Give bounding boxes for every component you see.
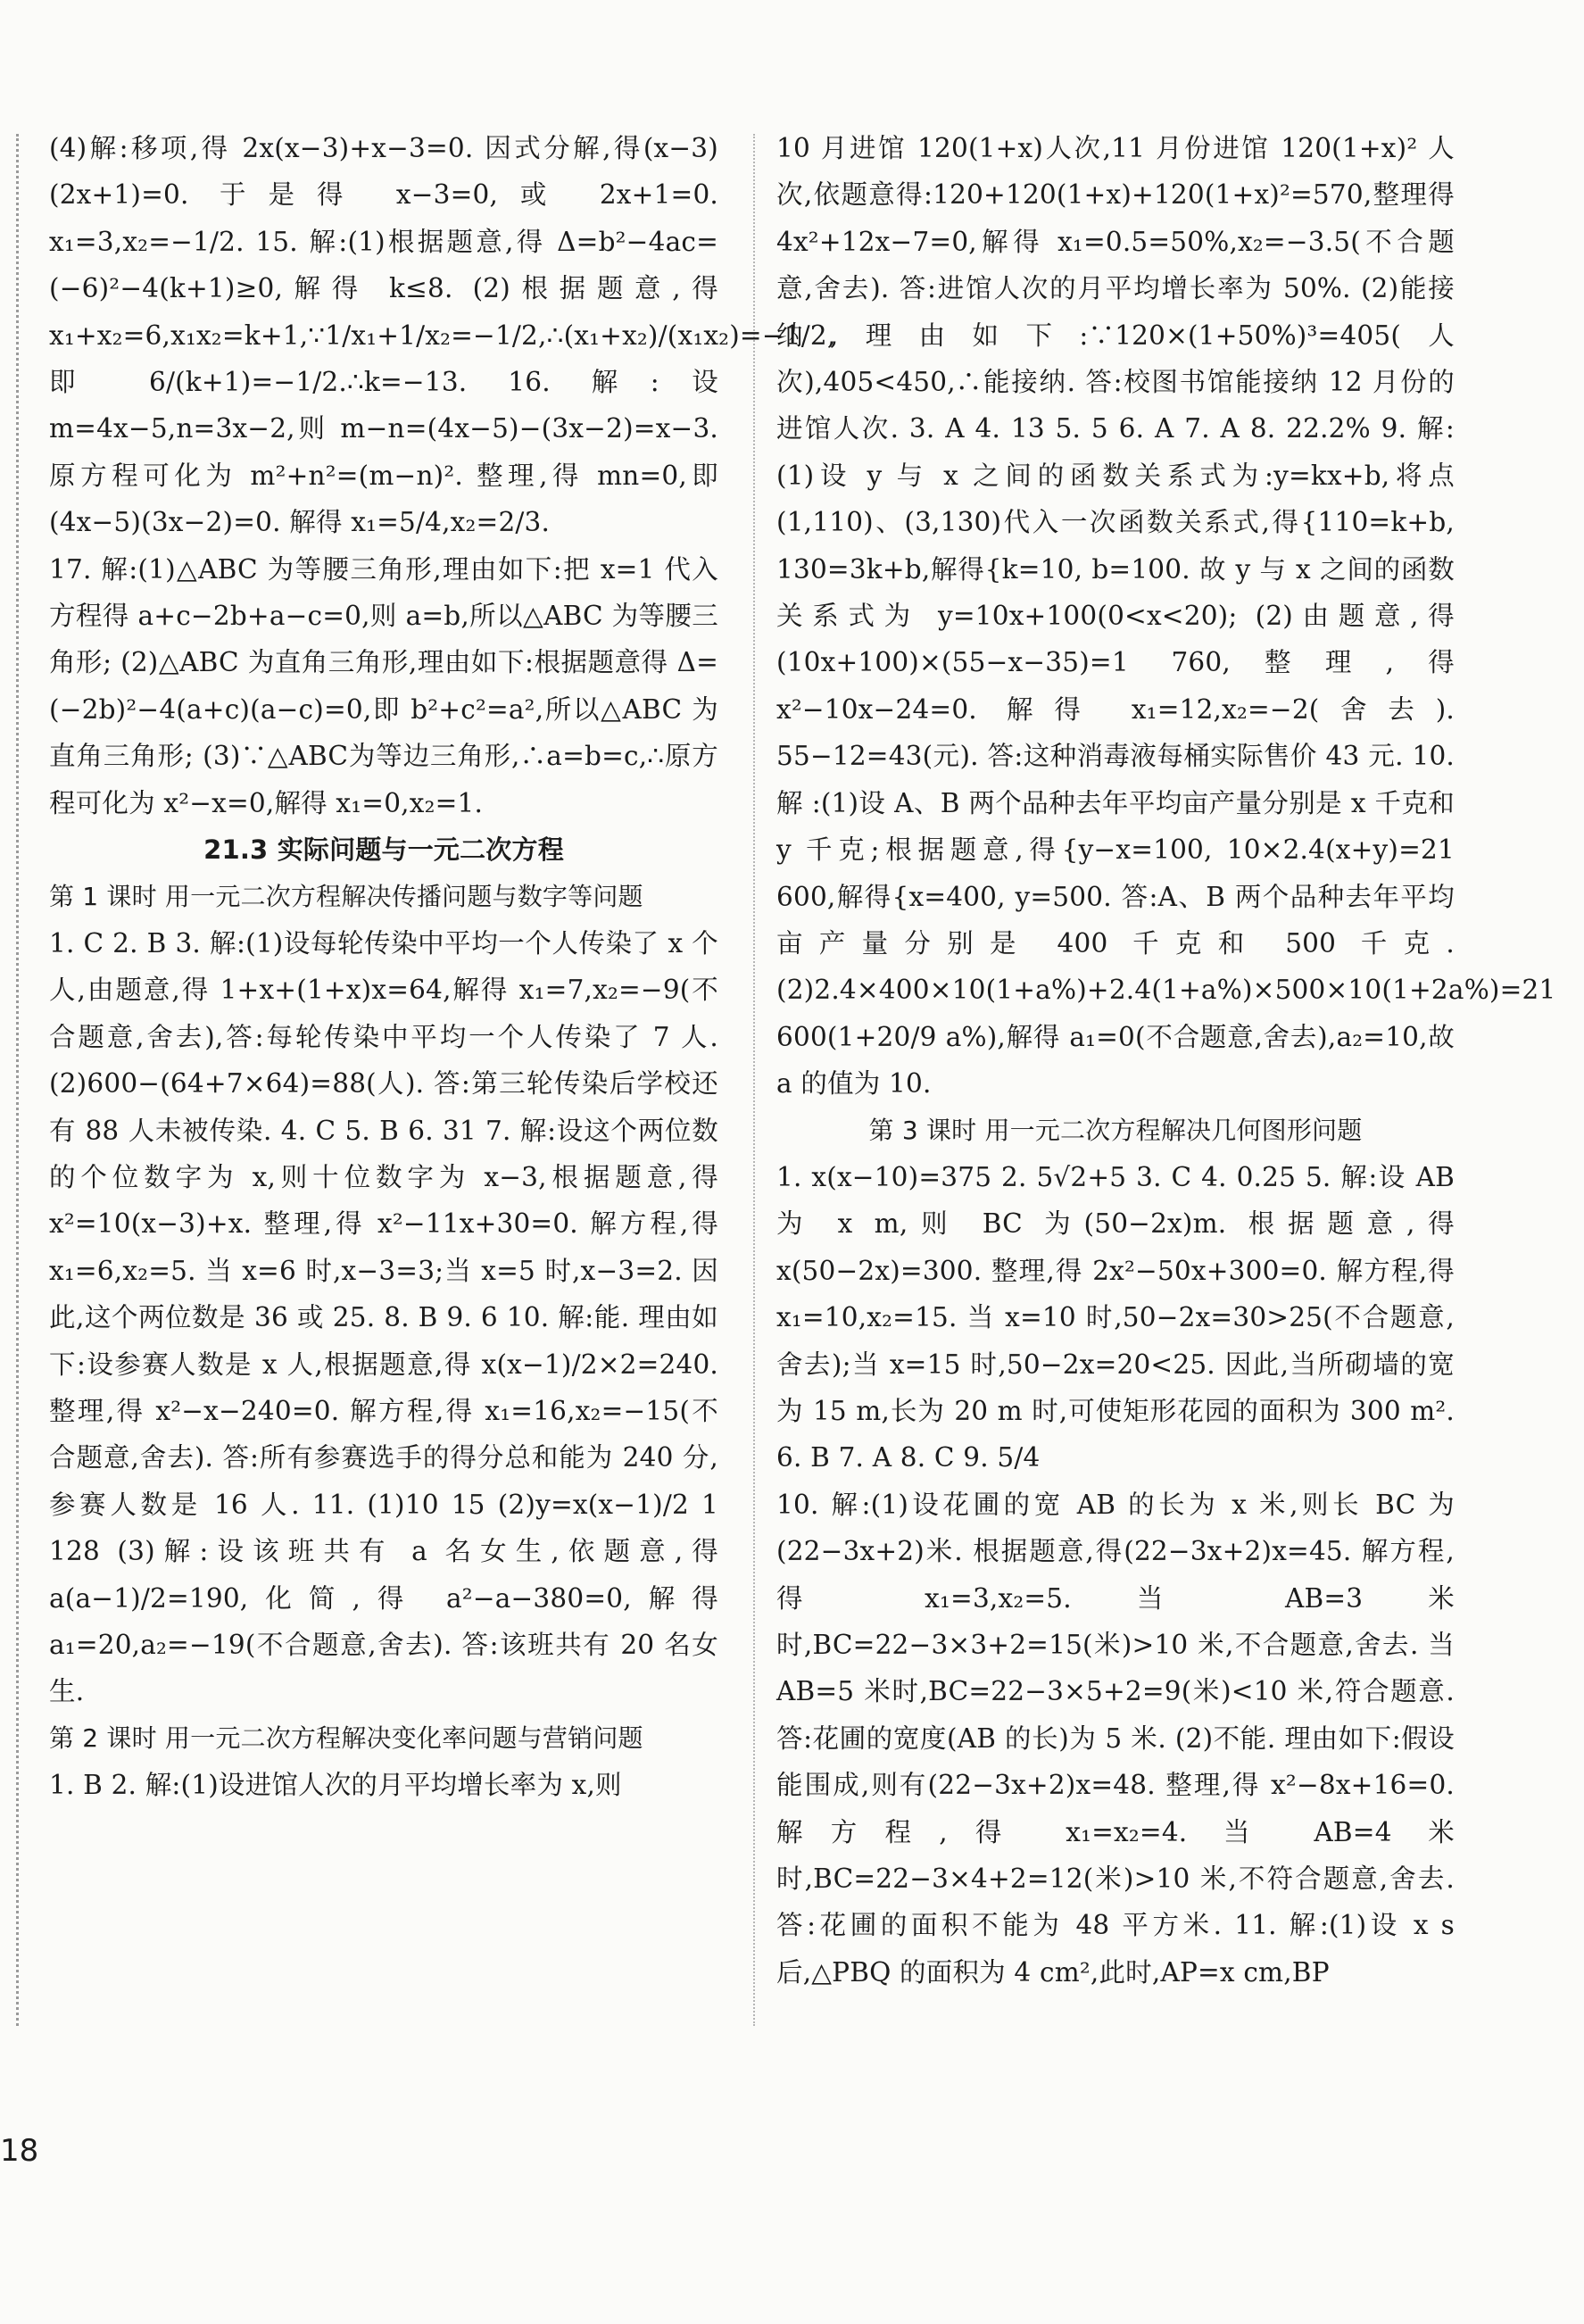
- column-divider: [753, 134, 755, 2026]
- lesson-2-title: 第 2 课时 用一元二次方程解决变化率问题与营销问题: [49, 1722, 643, 1753]
- answer-paragraph-17: 17. 解:(1)△ABC 为等腰三角形,理由如下:把 x=1 代入方程得 a+c−2b+a−c=0,则 a=b,所以△ABC 为等腰三角形; (2)△ABC 为直角三角形,理由如下:根据题意得 Δ=(−2b)²−4(a+c)(a−c)=0,即 b²+c²=a²,所以△ABC 为直角三角形; (3)∵△ABC为等边三角形,∴a=b=c,∴原方程可化为 x²−x=0,解得 x₁=0,x₂=1.: [49, 553, 718, 818]
- answer-paragraph-14-16: (4)解:移项,得 2x(x−3)+x−3=0. 因式分解,得(x−3)(2x+1)=0. 于是得 x−3=0,或 2x+1=0. x₁=3,x₂=−1/2. 15. 解:(1)根据题意,得 Δ=b²−4ac=(−6)²−4(k+1)≥0,解得 k≤8. (2)根据题意,得 x₁+x₂=6,x₁x₂=k+1,∵1/x₁+1/x₂=−1/2,∴(x₁+x₂)/(x₁x₂)=−1/2,即 6/(k+1)=−1/2.∴k=−13. 16. 解:设 m=4x−5,n=3x−2,则 m−n=(4x−5)−(3x−2)=x−3. 原方程可化为 m²+n²=(m−n)². 整理,得 mn=0,即(4x−5)(3x−2)=0. 解得 x₁=5/4,x₂=2/3.: [49, 133, 836, 538]
- lesson-2-answers-start: 1. B 2. 解:(1)设进馆人次的月平均增长率为 x,则: [49, 1770, 622, 1801]
- right-column: [776, 125, 1556, 1996]
- lesson-2-answers-continued: 10 月进馆 120(1+x)人次,11 月份进馆 120(1+x)² 人次,依题意得:120+120(1+x)+120(1+x)²=570,整理得 4x²+12x−7=0,解得 x₁=0.5=50%,x₂=−3.5(不合题意,舍去). 答:进馆人次的月平均增长率为 50%. (2)能接纳,理由如下:∵120×(1+50%)³=405(人次),405<450,∴能接纳. 答:校图书馆能接纳 12 月份的进馆人次. 3. A 4. 13 5. 5 6. A 7. A 8. 22.2% 9. 解:(1)设 y 与 x 之间的函数关系式为:y=kx+b,将点(1,110)、(3,130)代入一次函数关系式,得{110=k+b, 130=3k+b,解得{k=10, b=100. 故 y 与 x 之间的函数关系式为 y=10x+100(0<x<20); (2)由题意,得(10x+100)×(55−x−35)=1 760,整理,得 x²−10x−24=0. 解得 x₁=12,x₂=−2(舍去). 55−12=43(元). 答:这种消毒液每桶实际售价 43 元. 10. 解 :(1)设 A、B 两个品种去年平均亩产量分别是 x 千克和 y 千克;根据题意,得{y−x=100, 10×2.4(x+y)=21 600,解得{x=400, y=500. 答:A、B 两个品种去年平均亩产量分别是 400 千克和 500 千克. (2)2.4×400×10(1+a%)+2.4(1+a%)×500×10(1+2a%)=21 600(1+20/9 a%),解得 a₁=0(不合题意,舍去),a₂=10,故 a 的值为 10.: [776, 133, 1556, 1100]
- lesson-3-title: 第 3 课时 用一元二次方程解决几何图形问题: [868, 1115, 1363, 1145]
- page-number: 18: [0, 2133, 39, 2169]
- lesson-1-answers: 1. C 2. B 3. 解:(1)设每轮传染中平均一个人传染了 x 个人,由题意,得 1+x+(1+x)x=64,解得 x₁=7,x₂=−9(不合题意,舍去),答:每轮传染中平均一个人传染了 7 人. (2)600−(64+7×64)=88(人). 答:第三轮传染后学校还有 88 人未被传染. 4. C 5. B 6. 31 7. 解:设这个两位数的个位数字为 x,则十位数字为 x−3,根据题意,得 x²=10(x−3)+x. 整理,得 x²−11x+30=0. 解方程,得 x₁=6,x₂=5. 当 x=6 时,x−3=3;当 x=5 时,x−3=2. 因此,这个两位数是 36 或 25. 8. B 9. 6 10. 解:能. 理由如下:设参赛人数是 x 人,根据题意,得 x(x−1)/2×2=240. 整理,得 x²−x−240=0. 解方程,得 x₁=16,x₂=−15(不合题意,舍去). 答:所有参赛选手的得分总和能为 240 分,参赛人数是 16 人. 11. (1)10 15 (2)y=x(x−1)/2 1 128 (3)解:设该班共有 a 名女生,依题意,得 a(a−1)/2=190,化简,得 a²−a−380=0,解得 a₁=20,a₂=−19(不合题意,舍去). 答:该班共有 20 名女生.: [49, 927, 718, 1707]
- lesson-3-answers: 1. x(x−10)=375 2. 5√2+5 3. C 4. 0.25 5. 解:设 AB 为 x m,则 BC 为(50−2x)m. 根据题意,得 x(50−2x)=300. 整理,得 2x²−50x+300=0. 解方程,得 x₁=10,x₂=15. 当 x=10 时,50−2x=30>25(不合题意,舍去);当 x=15 时,50−2x=20<25. 因此,当所砌墙的宽为 15 m,长为 20 m 时,可使矩形花园的面积为 300 m². 6. B 7. A 8. C 9. 5/4: [776, 1161, 1455, 1473]
- lesson-1-title: 第 1 课时 用一元二次方程解决传播问题与数字等问题: [49, 881, 643, 911]
- margin-dotted-rule: [16, 134, 19, 2026]
- left-column: [49, 125, 836, 1809]
- section-title: 21.3 实际问题与一元二次方程: [203, 834, 564, 866]
- lesson-3-question-10-11: 10. 解:(1)设花圃的宽 AB 的长为 x 米,则长 BC 为(22−3x+2)米. 根据题意,得(22−3x+2)x=45. 解方程,得 x₁=3,x₂=5. 当 AB=3 米时,BC=22−3×3+2=15(米)>10 米,不合题意,舍去. 当 AB=5 米时,BC=22−3×5+2=9(米)<10 米,符合题意. 答:花圃的宽度(AB 的长)为 5 米. (2)不能. 理由如下:假设能围成,则有(22−3x+2)x=48. 整理,得 x²−8x+16=0. 解方程,得 x₁=x₂=4. 当 AB=4 米时,BC=22−3×4+2=12(米)>10 米,不符合题意,舍去. 答:花圃的面积不能为 48 平方米. 11. 解:(1)设 x s 后,△PBQ 的面积为 4 cm²,此时,AP=x cm,BP: [776, 1489, 1455, 1988]
